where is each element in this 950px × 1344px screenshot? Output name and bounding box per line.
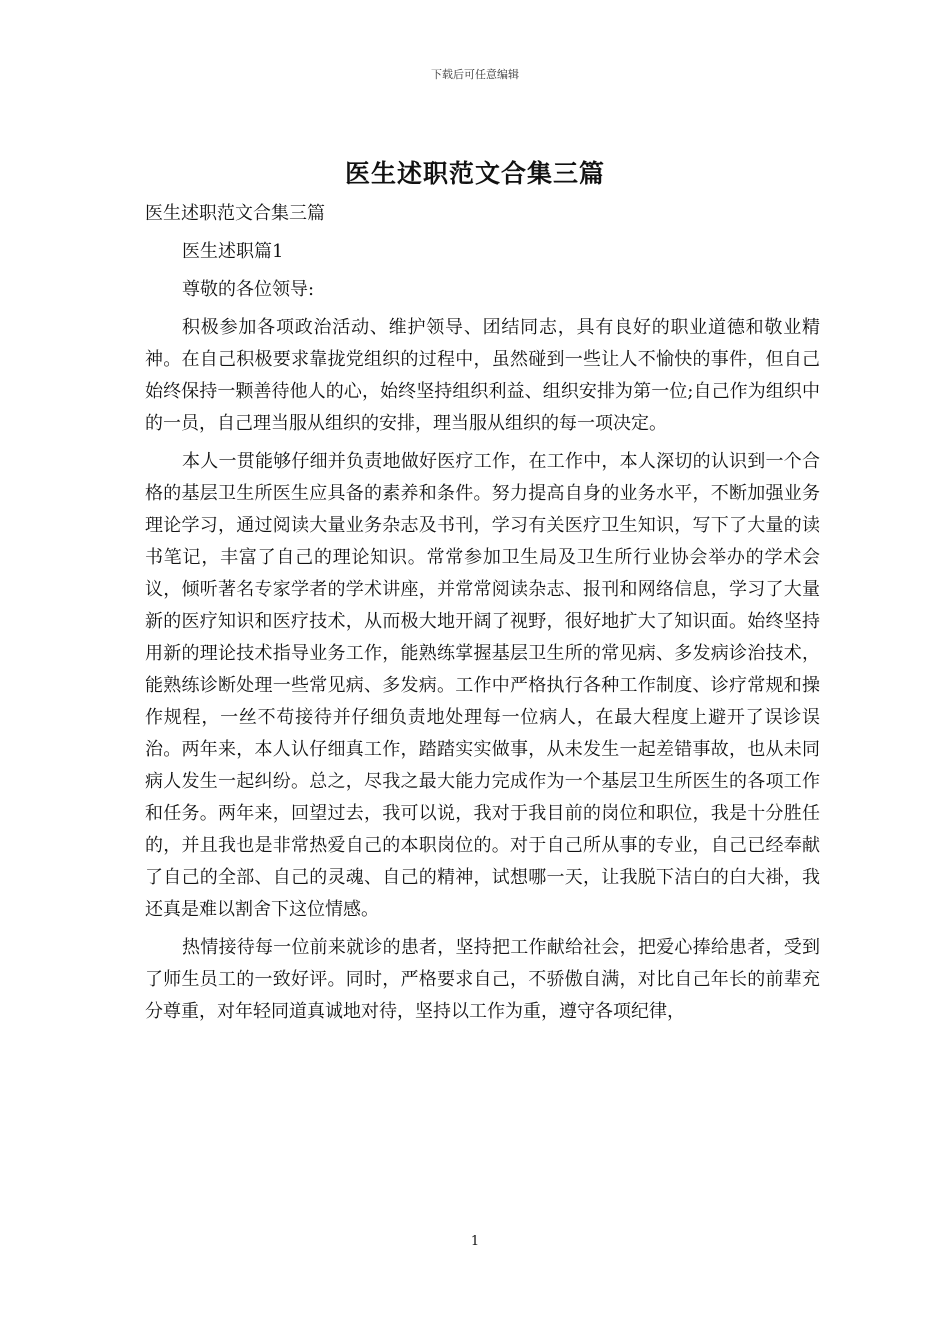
body-paragraph: 本人一贯能够仔细并负责地做好医疗工作，在工作中，本人深切的认识到一个合格的基层卫生所医生应具备的素养和条件。努力提高自身的业务水平，不断加强业务理论学习，通过阅读大量业务杂志及书刊，学习有关医疗卫生知识，写下了大量的读书笔记，丰富了自己的理论知识。常常参加卫生局及卫生所行业协会举办的学术会议，倾听著名专家学者的学术讲座，并常常阅读杂志、报刊和网络信息，学习了大量新的医疗知识和医疗技术，从而极大地开阔了视野，很好地扩大了知识面。始终坚持用新的理论技术指导业务工作，能熟练掌握基层卫生所的常见病、多发病诊治技术，能熟练诊断处理一些常见病、多发病。工作中严格执行各种工作制度、诊疗常规和操作规程，一丝不苟接待并仔细负责地处理每一位病人，在最大程度上避开了误诊误治。两年来，本人认仔细真工作，踏踏实实做事，从未发生一起差错事故，也从未同病人发生一起纠纷。总之，尽我之最大能力完成作为一个基层卫生所医生的各项工作和任务。两年来，回望过去，我可以说，我对于我目前的岗位和职位，我是十分胜任的，并且我也是非常热爱自己的本职岗位的。对于自己所从事的专业，自己已经奉献了自己的全部、自己的灵魂、自己的精神，试想哪一天，让我脱下洁白的白大褂，我还真是难以割舍下这位情感。 xyxy=(145,451,820,920)
document-body xyxy=(145,198,820,1034)
document-title: 医生述职范文合集三篇 xyxy=(344,159,605,188)
body-paragraph: 积极参加各项政治活动、维护领导、团结同志，具有良好的职业道德和敬业精神。在自己积极要求靠拢党组织的过程中，虽然碰到一些让人不愉快的事件，但自己始终保持一颗善待他人的心，始终坚持组织利益、组织安排为第一位;自己作为组织中的一员，自己理当服从组织的安排，理当服从组织的每一项决定。 xyxy=(145,317,820,434)
page-number: 1 xyxy=(470,1234,480,1249)
body-paragraph: 热情接待每一位前来就诊的患者，坚持把工作献给社会，把爱心捧给患者，受到了师生员工的一致好评。同时，严格要求自己，不骄傲自满，对比自己年长的前辈充分尊重，对年轻同道真诚地对待，坚持以工作为重，遵守各项纪律， xyxy=(145,937,820,1022)
section-heading: 医生述职篇1 xyxy=(182,241,284,262)
header-note: 下载后可任意编辑 xyxy=(431,68,519,81)
salutation: 尊敬的各位领导: xyxy=(182,279,315,300)
subtitle-line: 医生述职范文合集三篇 xyxy=(145,203,325,224)
